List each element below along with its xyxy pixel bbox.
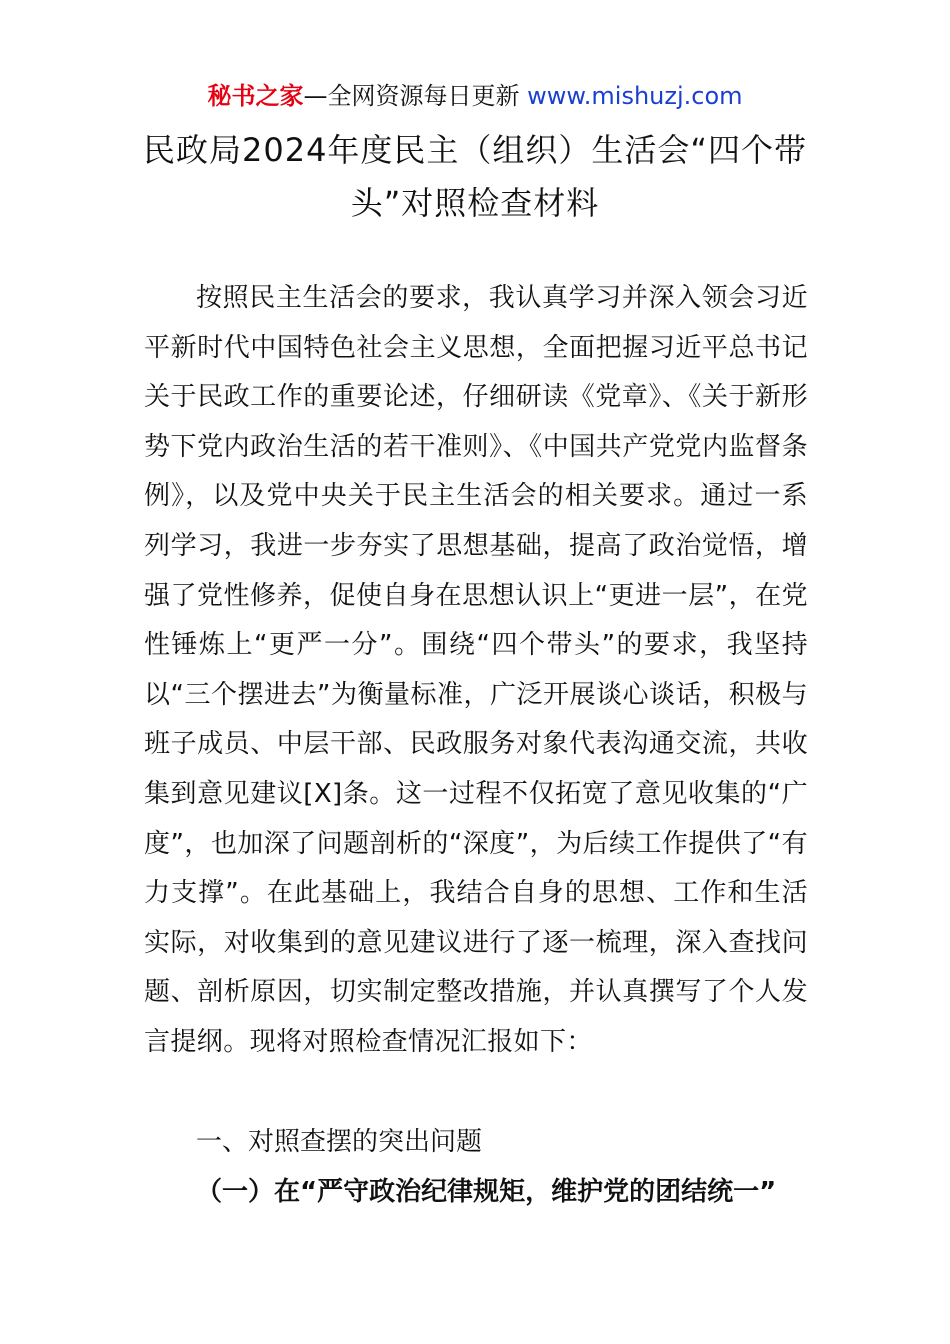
site-url-link[interactable]: www.mishuzj.com (527, 82, 743, 110)
sub-section-heading: （一）在“严守政治纪律规矩，维护党的团结统一” (196, 1177, 777, 1207)
brand-name: 秘书之家 (207, 82, 304, 110)
site-header (0, 78, 950, 114)
section-heading: 一、对照查摆的突出问题 (196, 1127, 483, 1157)
document-title: 民政局2024年度民主（组织）生活会“四个带头”对照检查材料 (142, 131, 808, 222)
header-tagline: —全网资源每日更新 (303, 82, 528, 110)
intro-paragraph: 按照民主生活会的要求，我认真学习并深入领会习近平新时代中国特色社会主义思想，全面把握习近平总书记关于民政工作的重要论述，仔细研读《党章》、《关于新形势下党内政治生活的若干准则》、《中国共产党党内监督条例》，以及党中央关于民主生活会的相关要求。通过一系列学习，我进一步夯实了思想基础，提高了政治觉悟，增强了党性修养，促使自身在思想认识上“更进一层”，在党性锤炼上“更严一分”。围绕“四个带头”的要求，我坚持以“三个摆进去”为衡量标准，广泛开展谈心谈话，积极与班子成员、中层干部、民政服务对象代表沟通交流，共收集到意见建议[X]条。这一过程不仅拓宽了意见收集的“广度”，也加深了问题剖析的“深度”，为后续工作提供了“有力支撑”。在此基础上，我结合自身的思想、工作和生活实际，对收集到的意见建议进行了逐一梳理，深入查找问题、剖析原因，切实制定整改措施，并认真撰写了个人发言提纲。现将对照检查情况汇报如下： (144, 283, 808, 1057)
